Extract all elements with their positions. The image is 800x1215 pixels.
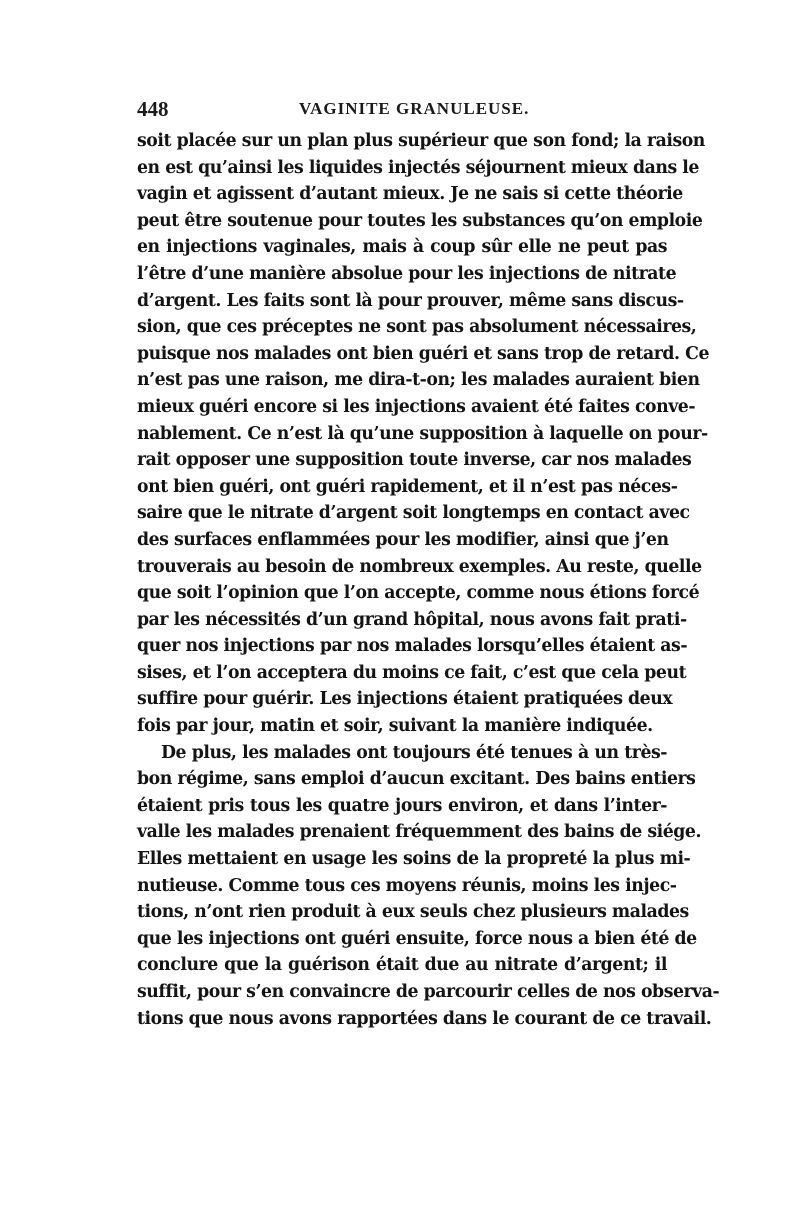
text-line: que soit l’opinion que l’on accepte, comme nous étions forcé — [137, 583, 700, 604]
text-line: que les injections ont guéri ensuite, force nous a bien été de — [137, 928, 697, 949]
text-line: suffire pour guérir. Les injections étaient pratiquées deux — [137, 689, 673, 710]
text-line: puisque nos malades ont bien guéri et sans trop de retard. Ce — [137, 343, 709, 364]
text-line: tions que nous avons rapportées dans le courant de ce travail. — [137, 1008, 712, 1029]
text-line: bon régime, sans emploi d’aucun excitant. Des bains entiers — [137, 769, 696, 790]
text-line: De plus, les malades ont toujours été tenues à un très- — [161, 742, 667, 763]
text-line: Elles mettaient en usage les soins de la propreté la plus mi- — [137, 849, 691, 870]
text-line: trouverais au besoin de nombreux exemples. Au reste, quelle — [137, 556, 702, 577]
text-line: nablement. Ce n’est là qu’une supposition à laquelle on pour- — [137, 423, 708, 444]
text-line: soit placée sur un plan plus supérieur que son fond; la raison — [137, 131, 705, 151]
running-title: VAGINITE GRANULEUSE. — [299, 99, 530, 118]
text-line: quer nos injections par nos malades lorsqu’elles étaient as- — [137, 636, 688, 657]
text-line: en est qu’ainsi les liquides injectés séjournent mieux dans le — [137, 157, 699, 178]
text-line: vagin et agissent d’autant mieux. Je ne sais si cette théorie — [137, 184, 683, 205]
page-number: 448 — [137, 97, 169, 121]
text-line: en injections vaginales, mais à coup sûr elle ne peut pas — [137, 237, 667, 258]
text-line: sion, que ces préceptes ne sont pas absolument nécessaires, — [137, 317, 697, 338]
text-line: tions, n’ont rien produit à eux seuls chez plusieurs malades — [137, 902, 689, 923]
text-line: nutieuse. Comme tous ces moyens réunis, moins les injec- — [137, 875, 677, 896]
page-header — [137, 96, 673, 122]
text-line: suffit, pour s’en convaincre de parcourir celles de nos observa- — [137, 982, 720, 1002]
text-line: mieux guéri encore si les injections avaient été faites conve- — [137, 396, 696, 417]
text-line: saire que le nitrate d’argent soit longtemps en contact avec — [137, 503, 690, 524]
body-text — [137, 128, 720, 1032]
text-line: fois par jour, matin et soir, suivant la manière indiquée. — [137, 716, 653, 737]
text-line: ont bien guéri, ont guéri rapidement, et il n’est pas néces- — [137, 476, 678, 497]
text-line: étaient pris tous les quatre jours environ, et dans l’inter- — [137, 795, 667, 816]
text-line: d’argent. Les faits sont là pour prouver, même sans discus- — [137, 290, 684, 311]
text-line: conclure que la guérison était due au nitrate d’argent; il — [137, 955, 667, 976]
text-line: n’est pas une raison, me dira-t-on; les malades auraient bien — [137, 370, 700, 391]
text-line: l’être d’une manière absolue pour les injections de nitrate — [137, 263, 677, 284]
text-line: rait opposer une supposition toute inverse, car nos malades — [137, 450, 692, 471]
text-line: sises, et l’on acceptera du moins ce fait, c’est que cela peut — [137, 662, 687, 683]
text-line: valle les malades prenaient fréquemment des bains de siége. — [137, 822, 702, 843]
text-line: peut être soutenue pour toutes les substances qu’on emploie — [137, 210, 703, 231]
text-line: par les nécessités d’un grand hôpital, nous avons fait prati- — [137, 609, 687, 630]
text-line: des surfaces enflammées pour les modifier, ainsi que j’en — [137, 529, 669, 550]
